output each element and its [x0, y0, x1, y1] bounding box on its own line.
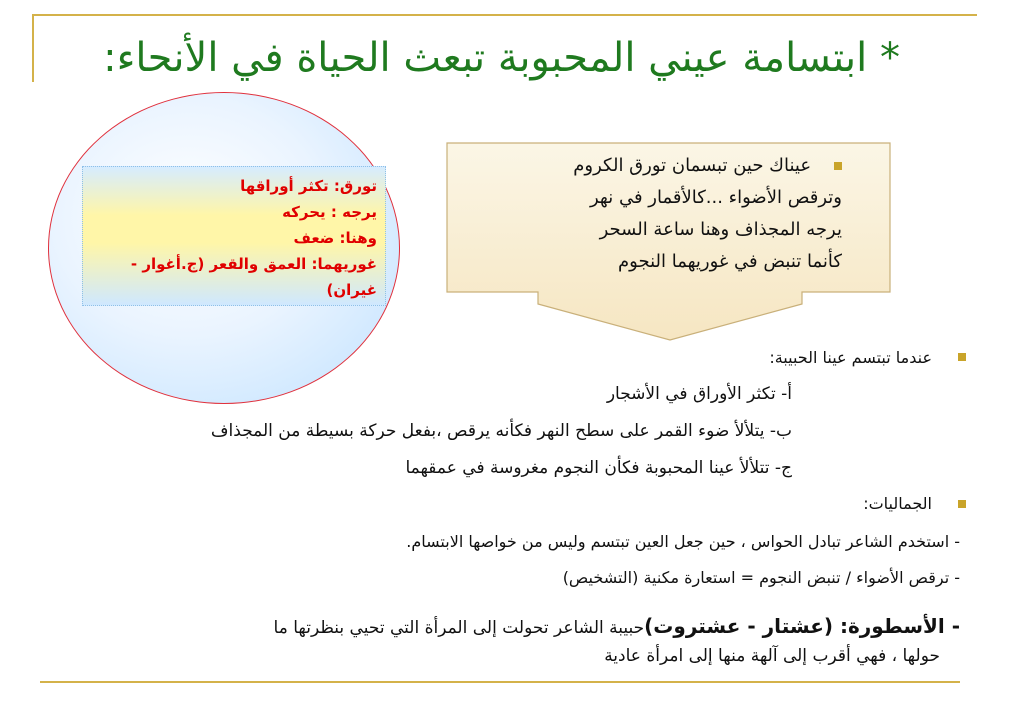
- bullet-icon: [834, 162, 842, 170]
- list-item: ب- يتلألأ ضوء القمر على سطح النهر فكأنه يرقص ،بفعل حركة بسيطة من المجذاف: [210, 421, 792, 441]
- verse-line-1: [470, 150, 842, 182]
- glossary-line: وهنا: ضعف: [293, 229, 377, 247]
- callout-verse: [470, 150, 842, 290]
- myth-paragraph: [70, 612, 960, 670]
- glossary-line: تورق: تكثر أوراقها: [240, 177, 377, 195]
- left-rule: [32, 14, 34, 82]
- glossary-line: غيران): [326, 281, 377, 299]
- bottom-rule: [40, 681, 960, 683]
- top-rule: [32, 14, 977, 16]
- myth-heading: - الأسطورة: (عشتار - عشتروت): [644, 614, 960, 638]
- list-item: - استخدم الشاعر تبادل الحواس ، حين جعل العين تبتسم وليس من خواصها الابتسام.: [406, 532, 960, 551]
- glossary-line: يرجه : يحركه: [282, 203, 377, 221]
- section-heading: عندما تبتسم عينا الحبيبة:: [769, 348, 932, 367]
- glossary-line: غوريهما: العمق والقعر (ج.أغوار -: [130, 255, 377, 273]
- glossary-box: [82, 166, 386, 306]
- bullet-icon: [958, 353, 966, 361]
- verse-text: عيناك حين تبسمان تورق الكروم: [573, 155, 812, 176]
- slide-title: * ابتسامة عيني المحبوبة تبعث الحياة في الأنحاء:: [103, 35, 900, 81]
- list-item: أ- تكثر الأوراق في الأشجار: [606, 384, 792, 404]
- verse-line-3: يرجه المجذاف وهنا ساعة السحر: [599, 219, 842, 240]
- list-item: - ترقص الأضواء / تنبض النجوم = استعارة مكنية (التشخيص): [562, 568, 960, 587]
- bullet-icon: [958, 500, 966, 508]
- list-item: ج- تتلألأ عينا المحبوبة فكأن النجوم مغروسة في عمقهما: [405, 458, 792, 478]
- myth-text: حبيبة الشاعر تحولت إلى المرأة التي تحيي بنظرتها ما: [273, 618, 645, 638]
- myth-text: حولها ، فهي أقرب إلى آلهة منها إلى امرأة عادية: [604, 646, 940, 666]
- verse-line-4: كأنما تنبض في غوريهما النجوم: [618, 251, 842, 272]
- verse-line-2: وترقص الأضواء ...كالأقمار في نهر: [589, 187, 842, 208]
- section-heading: الجماليات:: [863, 494, 932, 513]
